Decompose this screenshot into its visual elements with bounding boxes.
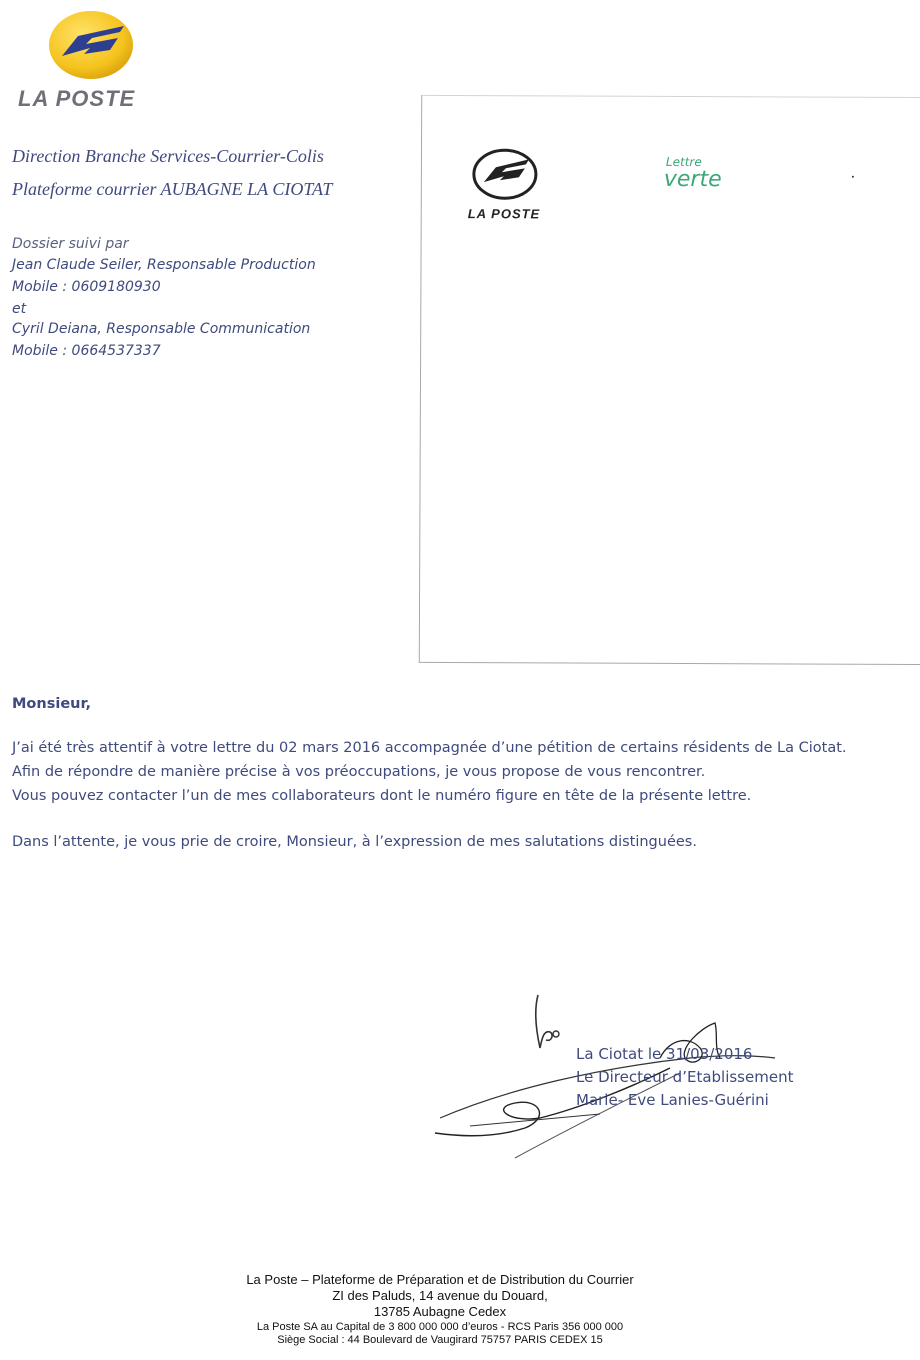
la-poste-wordmark: LA POSTE bbox=[18, 86, 136, 111]
footer-line-1: La Poste – Plateforme de Préparation et de Distribution du Courrier bbox=[246, 1272, 634, 1287]
dossier-label: Dossier suivi par bbox=[12, 236, 129, 252]
footer-line-5: Siège Social : 44 Boulevard de Vaugirard 75757 PARIS CEDEX 15 bbox=[277, 1334, 603, 1346]
department-line-1: Direction Branche Services-Courrier-Colis bbox=[12, 146, 324, 166]
signature-role: Le Directeur d’Etablissement bbox=[576, 1068, 794, 1086]
envelope-mark bbox=[852, 176, 854, 178]
footer-line-3: 13785 Aubagne Cedex bbox=[373, 1304, 507, 1319]
contact-1-name: Jean Claude Seiler, Responsable Production bbox=[12, 257, 316, 273]
contact-1-mobile: Mobile : 0609180930 bbox=[12, 279, 161, 295]
paragraph-2: Afin de répondre de manière précise à vos préoccupations, je vous propose de vous rencontrer. bbox=[12, 764, 706, 780]
signature-name: Marie- Eve Lanies-Guérini bbox=[576, 1091, 769, 1109]
verte-label: verte bbox=[663, 166, 722, 193]
paragraph-4: Dans l’attente, je vous prie de croire, Monsieur, à l’expression de mes salutations distinguées. bbox=[12, 834, 697, 850]
lettre-label: Lettre bbox=[665, 154, 702, 170]
envelope-la-poste-logo bbox=[472, 148, 538, 200]
contact-2-mobile: Mobile : 0664537337 bbox=[12, 343, 161, 359]
la-poste-logo bbox=[48, 10, 134, 80]
contact-conjunction: et bbox=[12, 301, 27, 317]
envelope-la-poste-wordmark: LA POSTE bbox=[467, 206, 541, 222]
department-line-2: Plateforme courrier AUBAGNE LA CIOTAT bbox=[12, 179, 333, 199]
signature-place-date: La Ciotat le 31/03/2016 bbox=[576, 1045, 753, 1063]
footer-line-4: La Poste SA au Capital de 3 800 000 000 d’euros - RCS Paris 356 000 000 bbox=[256, 1321, 624, 1333]
envelope bbox=[419, 95, 920, 665]
contact-2-name: Cyril Deiana, Responsable Communication bbox=[12, 321, 311, 337]
paragraph-1: J’ai été très attentif à votre lettre du 02 mars 2016 accompagnée d’une pétition de certains résidents de La Ciotat. bbox=[12, 740, 847, 756]
footer-line-2: ZI des Paluds, 14 avenue du Douard, bbox=[332, 1288, 548, 1303]
paragraph-3: Vous pouvez contacter l’un de mes collaborateurs dont le numéro figure en tête de la présente lettre. bbox=[12, 788, 752, 804]
salutation: Monsieur, bbox=[12, 696, 91, 712]
